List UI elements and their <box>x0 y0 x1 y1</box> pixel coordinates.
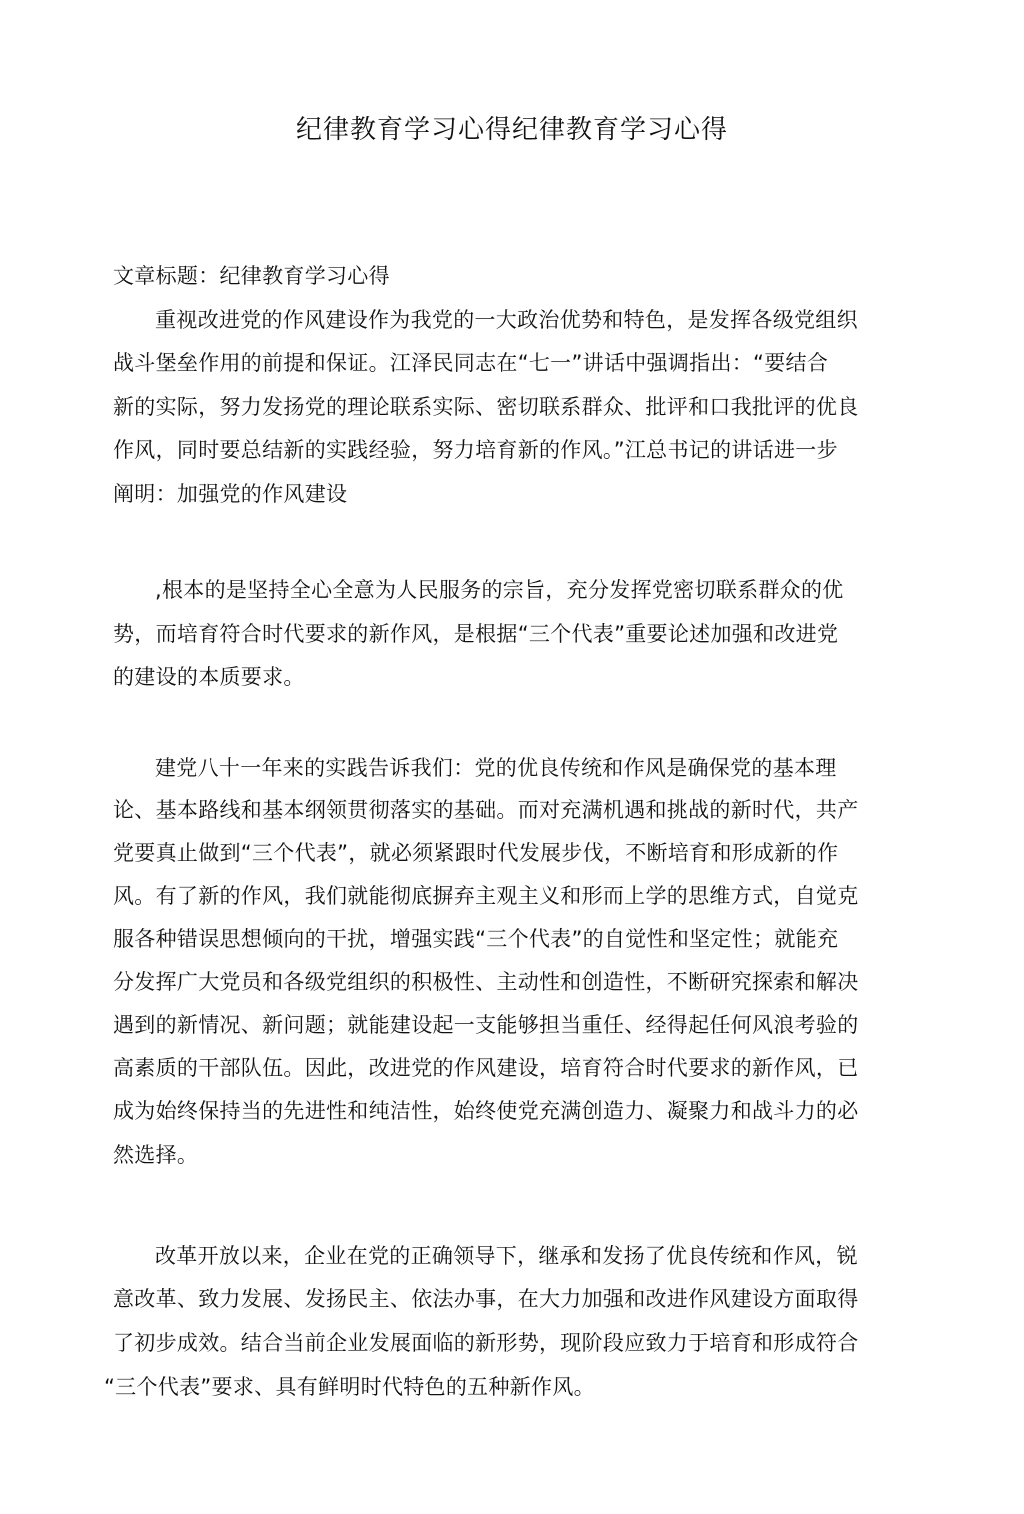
paragraph-4-line-3: 了初步成效。结合当前企业发展面临的新形势，现阶段应致力于培育和形成符合 <box>113 1331 859 1355</box>
paragraph-3-line-3: 党要真止做到“三个代表”，就必须紧跟时代发展步伐，不断培育和形成新的作 <box>113 841 839 865</box>
paragraph-1-line-4: 作风，同时要总结新的实践经验，努力培育新的作风。”江总书记的讲话进一步 <box>113 438 838 462</box>
paragraph-3-line-10: 然选择。 <box>113 1143 199 1167</box>
paragraph-4-line-1: 改革开放以来，企业在党的正确领导下，继承和发扬了优良传统和作风，锐 <box>155 1244 858 1268</box>
paragraph-3-line-8: 高素质的干部队伍。因此，改进党的作风建设，培育符合时代要求的新作风，已 <box>113 1056 859 1080</box>
paragraph-4-line-4: “三个代表”要求、具有鲜明时代特色的五种新作风。 <box>104 1375 595 1399</box>
paragraph-3-line-4: 风。有了新的作风，我们就能彻底摒弃主观主义和形而上学的思维方式，自觉克 <box>113 884 859 908</box>
paragraph-3-line-1: 建党八十一年来的实践告诉我们：党的优良传统和作风是确保党的基本理 <box>155 756 837 780</box>
paragraph-1-line-2: 战斗堡垒作用的前提和保证。江泽民同志在“七一”讲话中强调指出：“要结合 <box>113 351 829 375</box>
paragraph-3-line-7: 遇到的新情况、新问题；就能建设起一支能够担当重任、经得起任何风浪考验的 <box>113 1013 859 1037</box>
paragraph-4-line-2: 意改革、致力发展、发扬民主、依法办事，在大力加强和改进作风建设方面取得 <box>113 1287 859 1311</box>
paragraph-1-line-3: 新的实际，努力发扬党的理论联系实际、密切联系群众、批评和口我批评的优良 <box>113 395 859 419</box>
paragraph-2-line-3: 的建设的本质要求。 <box>113 665 305 689</box>
paragraph-2-line-2: 势，而培育符合时代要求的新作风，是根据“三个代表”重要论述加强和改进党 <box>113 622 839 646</box>
article-title-line: 文章标题：纪律教育学习心得 <box>113 264 390 288</box>
paragraph-3-line-5: 服各种错误思想倾向的干扰，增强实践“三个代表”的自觉性和坚定性；就能充 <box>113 927 839 951</box>
paragraph-2-line-1: ,根本的是坚持全心全意为人民服务的宗旨，充分发挥党密切联系群众的优 <box>155 578 844 602</box>
paragraph-1-line-5: 阐明：加强党的作风建设 <box>113 482 348 506</box>
paragraph-1-line-1: 重视改进党的作风建设作为我党的一大政治优势和特色，是发挥各级党组织 <box>155 308 858 332</box>
paragraph-3-line-6: 分发挥广大党员和各级党组织的积极性、主动性和创造性，不断研究探索和解决 <box>113 970 859 994</box>
document-title: 纪律教育学习心得纪律教育学习心得 <box>295 115 728 145</box>
paragraph-3-line-2: 论、基本路线和基本纲领贯彻落实的基础。而对充满机遇和挑战的新时代，共产 <box>113 798 859 822</box>
paragraph-3-line-9: 成为始终保持当的先进性和纯洁性，始终使党充满创造力、凝聚力和战斗力的必 <box>113 1099 859 1123</box>
